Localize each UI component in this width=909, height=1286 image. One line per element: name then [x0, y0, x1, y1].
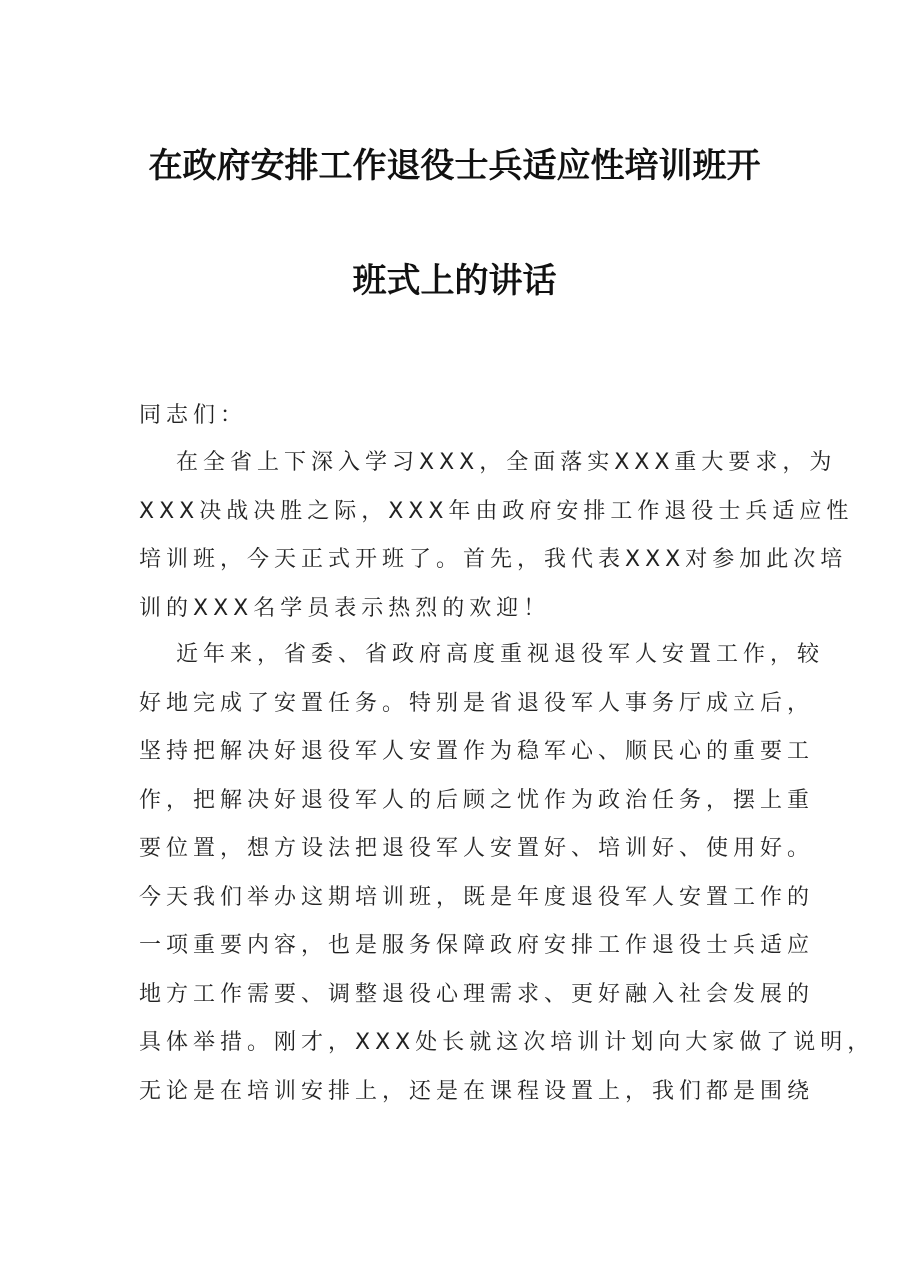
paragraph-line: 培训班，今天正式开班了。首先，我代表XXX对参加此次培 [139, 547, 848, 572]
paragraph-line: 今天我们举办这期培训班，既是年度退役军人安置工作的 [139, 884, 815, 910]
paragraph-1 [139, 439, 854, 633]
paragraph-line: XXX决战决胜之际，XXX年由政府安排工作退役士兵适应性 [139, 498, 854, 524]
document-title-line-2: 班式上的讲话 [352, 261, 557, 301]
paragraph-line: 具体举措。刚才，XXX处长就这次培训计划向大家做了说明， [139, 1030, 875, 1055]
paragraph-line: 一项重要内容，也是服务保障政府安排工作退役士兵适应 [139, 933, 815, 958]
paragraph-2 [139, 631, 875, 1116]
paragraph-line: 在全省上下深入学习XXX，全面落实XXX重大要求，为 [176, 450, 837, 475]
paragraph-line: 训的XXX名学员表示热烈的欢迎！ [139, 595, 551, 621]
paragraph-line: 好地完成了安置任务。特别是省退役军人事务厅成立后， [139, 690, 815, 716]
salutation: 同志们： [139, 403, 248, 428]
paragraph-line: 作，把解决好退役军人的后顾之忧作为政治任务，摆上重 [139, 787, 815, 813]
paragraph-line: 坚持把解决好退役军人安置作为稳军心、顺民心的重要工 [139, 739, 815, 764]
paragraph-line: 要位置，想方设法把退役军人安置好、培训好、使用好。 [139, 836, 815, 861]
document-title-line-1: 在政府安排工作退役士兵适应性培训班开 [148, 146, 761, 186]
paragraph-line: 近年来，省委、省政府高度重视退役军人安置工作，较 [176, 642, 825, 667]
paragraph-line: 地方工作需要、调整退役心理需求、更好融入社会发展的 [139, 981, 815, 1007]
paragraph-line: 无论是在培训安排上，还是在课程设置上，我们都是围绕 [139, 1078, 815, 1104]
